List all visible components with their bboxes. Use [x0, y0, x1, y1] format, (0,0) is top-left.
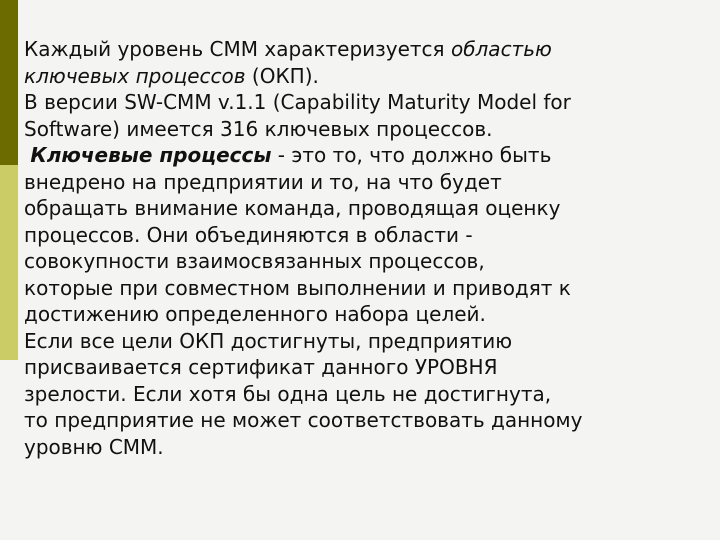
sidebar-accent-bottom: [0, 360, 18, 540]
text-line: процессов. Они объединяются в области -: [24, 222, 473, 247]
italic-term: областью: [450, 37, 552, 61]
text-run: (ОКП).: [245, 63, 319, 88]
paragraph-sw-cmm-version: [24, 89, 720, 142]
italic-term: ключевых процессов: [24, 63, 246, 88]
text-line: присваивается сертификат данного УРОВНЯ: [24, 355, 498, 379]
text-line: которые при совместном выполнении и приводят к: [24, 275, 571, 300]
text-line: обращать внимание команда, проводящая оценку: [24, 196, 561, 220]
text-line: В версии SW-CMM v.1.1 (Capability Maturity Model for: [24, 90, 571, 114]
paragraph-cmm-levels: [24, 36, 720, 89]
paragraph-certification: [24, 328, 720, 461]
text-line: [30, 142, 720, 169]
text-run: Каждый уровень CMM характеризуется: [24, 37, 451, 61]
text-line: внедрено на предприятии и то, на что будет: [24, 169, 502, 194]
text-line: зрелости. Если хотя бы одна цель не достигнута,: [24, 381, 552, 406]
text-line: то предприятие не может соответствовать данному: [24, 408, 583, 432]
text-run: - это то, что должно быть: [271, 143, 552, 167]
text-line: [24, 63, 720, 90]
text-line: Software) имеется 316 ключевых процессов.: [24, 116, 493, 141]
bold-italic-term: Ключевые процессы: [30, 143, 272, 167]
text-line: достижению определенного набора целей.: [24, 302, 486, 326]
text-line: уровню CMM.: [24, 434, 164, 459]
text-line: совокупности взаимосвязанных процессов,: [24, 249, 485, 273]
sidebar-accent-middle: [0, 165, 18, 360]
slide-body: [24, 36, 720, 460]
text-line: [24, 36, 720, 63]
sidebar-accent-top: [0, 0, 18, 165]
paragraph-key-processes: [24, 142, 720, 328]
text-line: Если все цели ОКП достигнуты, предприятию: [24, 328, 513, 353]
